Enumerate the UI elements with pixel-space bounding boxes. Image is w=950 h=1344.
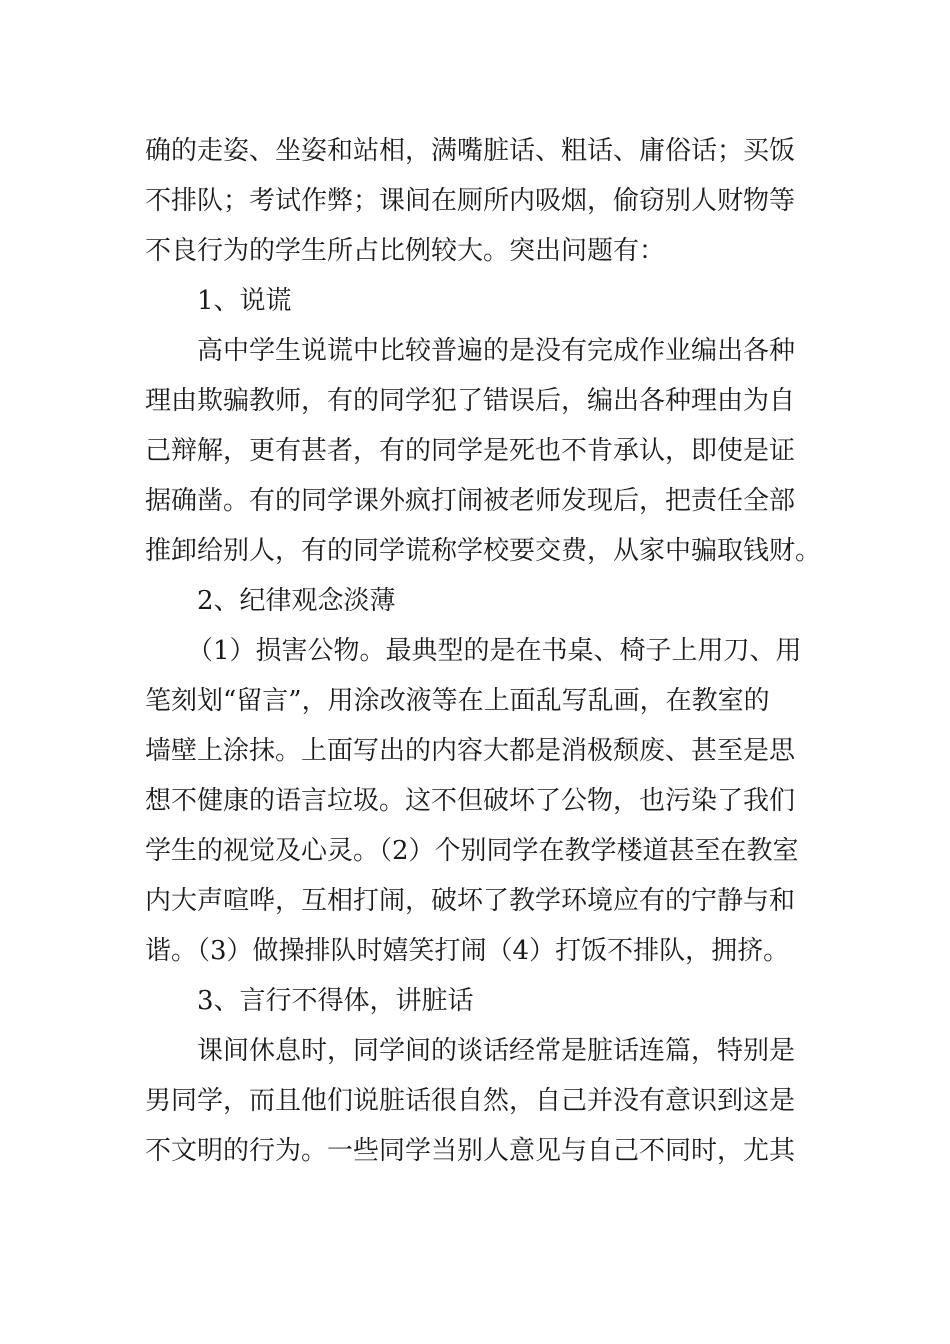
body-text-line: 谐。（3）做操排队时嬉笑打闹（4）打饭不排队，拥挤。 xyxy=(145,936,790,966)
body-text-line: 不良行为的学生所占比例较大。突出问题有： xyxy=(145,236,666,266)
body-text-line: 笔刻划“留言”，用涂改液等在上面乱写乱画，在教室的 xyxy=(145,686,770,716)
paragraph-first-line: 高中学生说谎中比较普遍的是没有完成作业编出各种 xyxy=(197,336,796,366)
body-text-line: 不排队；考试作弊；课间在厕所内吸烟，偷窃别人财物等 xyxy=(145,186,796,216)
paragraph-first-line: 课间休息时，同学间的谈话经常是脏话连篇，特别是 xyxy=(197,1036,796,1066)
body-text-line: 内大声喧哗，互相打闹，破坏了教学环境应有的宁静与和 xyxy=(145,886,796,916)
body-text-line: 推卸给别人，有的同学谎称学校要交费，从家中骗取钱财。 xyxy=(145,536,822,566)
body-text-line: 确的走姿、坐姿和站相，满嘴脏话、粗话、庸俗话；买饭 xyxy=(145,136,796,166)
section-heading-lying: 1、说谎 xyxy=(197,286,292,316)
paragraph-first-line: （1）损害公物。最典型的是在书桌、椅子上用刀、用 xyxy=(187,636,802,666)
document-body xyxy=(145,126,822,1176)
body-text-line: 理由欺骗教师，有的同学犯了错误后，编出各种理由为自 xyxy=(145,386,796,416)
section-heading-speech: 3、言行不得体，讲脏话 xyxy=(197,986,474,1016)
body-text-line: 己辩解，更有甚者，有的同学是死也不肯承认，即使是证 xyxy=(145,436,796,466)
body-text-line: 据确凿。有的同学课外疯打闹被老师发现后，把责任全部 xyxy=(145,486,796,516)
body-text-line: 想不健康的语言垃圾。这不但破坏了公物，也污染了我们 xyxy=(145,786,796,816)
section-heading-discipline: 2、纪律观念淡薄 xyxy=(197,586,396,616)
body-text-line: 男同学，而且他们说脏话很自然，自己并没有意识到这是 xyxy=(145,1086,796,1116)
body-text-line: 学生的视觉及心灵。（2）个别同学在教学楼道甚至在教室 xyxy=(145,836,799,866)
body-text-line: 不文明的行为。一些同学当别人意见与自己不同时，尤其 xyxy=(145,1136,796,1166)
body-text-line: 墙壁上涂抹。上面写出的内容大都是消极颓废、甚至是思 xyxy=(145,736,796,766)
